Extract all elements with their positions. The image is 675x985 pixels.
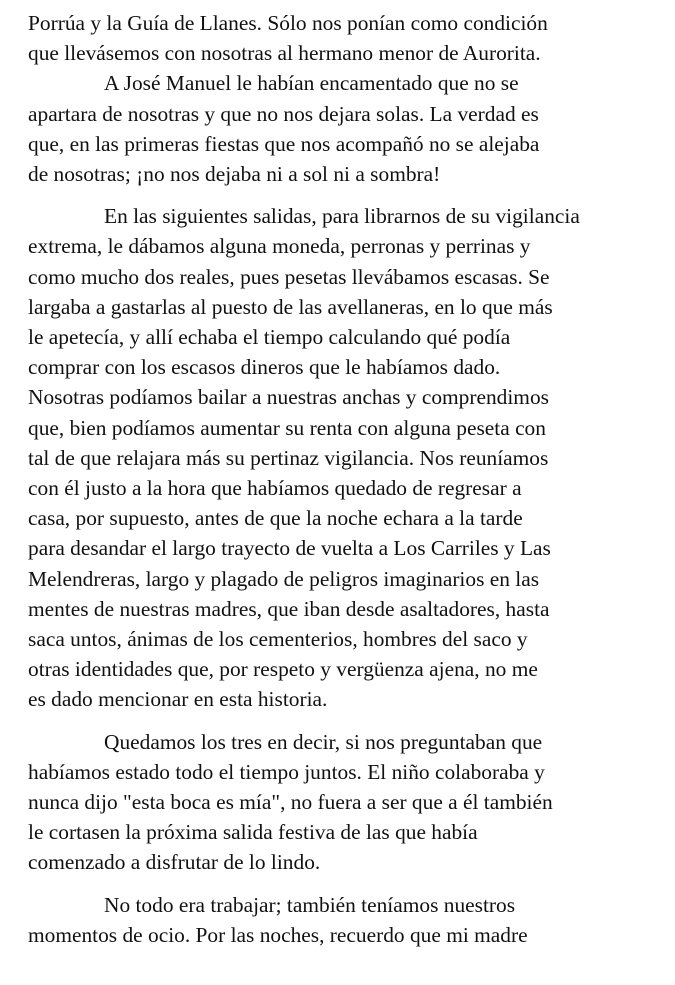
text-line: Nosotras podíamos bailar a nuestras anchas y comprendimos: [28, 385, 549, 410]
text-line: con él justo a la hora que habíamos quedado de regresar a: [28, 476, 522, 501]
text-line: le apetecía, y allí echaba el tiempo calculando qué podía: [28, 325, 511, 350]
paragraph-5: [28, 890, 668, 950]
text-line: otras identidades que, por respeto y vergüenza ajena, no me: [28, 657, 538, 682]
paragraph-3: [28, 201, 668, 714]
text-line: que, en las primeras fiestas que nos acompañó no se alejaba: [28, 131, 540, 156]
text-line: No todo era trabajar; también teníamos nuestros: [104, 892, 516, 917]
text-line: que, bien podíamos aumentar su renta con alguna peseta con: [28, 415, 546, 440]
paragraph-4: [28, 727, 668, 878]
text-line: le cortasen la próxima salida festiva de las que había: [28, 820, 478, 845]
text-line: apartara de nosotras y que no nos dejara solas. La verdad es: [28, 101, 539, 126]
text-line: de nosotras; ¡no nos dejaba ni a sol ni a sombra!: [28, 162, 441, 187]
document-page: [28, 8, 668, 950]
text-line: Porrúa y la Guía de Llanes. Sólo nos ponían como condición: [28, 11, 548, 35]
text-line: nunca dijo "esta boca es mía", no fuera a ser que a él también: [28, 790, 553, 815]
text-line: mentes de nuestras madres, que iban desde asaltadores, hasta: [28, 596, 550, 621]
text-line: En las siguientes salidas, para librarnos de su vigilancia: [104, 204, 580, 229]
text-line: es dado mencionar en esta historia.: [28, 687, 328, 712]
text-line: largaba a gastarlas al puesto de las avellaneras, en lo que más: [28, 294, 553, 319]
text-line: habíamos estado todo el tiempo juntos. El niño colaboraba y: [28, 759, 545, 784]
text-line: momentos de ocio. Por las noches, recuerdo que mi madre: [28, 922, 528, 947]
text-line: que llevásemos con nosotras al hermano menor de Aurorita.: [28, 41, 541, 66]
text-line: Quedamos los tres en decir, si nos preguntaban que: [104, 729, 543, 754]
text-line: casa, por supuesto, antes de que la noche echara a la tarde: [28, 506, 523, 531]
text-line: comprar con los escasos dineros que le habíamos dado.: [28, 355, 501, 380]
text-line: para desandar el largo trayecto de vuelta a Los Carriles y Las: [28, 536, 551, 561]
text-line: A José Manuel le habían encamentado que no se: [104, 71, 519, 96]
text-line: saca untos, ánimas de los cementerios, hombres del saco y: [28, 627, 528, 652]
text-line: tal de que relajara más su pertinaz vigilancia. Nos reuníamos: [28, 445, 549, 470]
paragraph-1: [28, 8, 668, 68]
text-line: extrema, le dábamos alguna moneda, perronas y perrinas y: [28, 234, 531, 259]
paragraph-2: [28, 68, 668, 189]
text-line: como mucho dos reales, pues pesetas llevábamos escasas. Se: [28, 264, 550, 289]
text-line: Melendreras, largo y plagado de peligros imaginarios en las: [28, 566, 540, 591]
text-line: comenzado a disfrutar de lo lindo.: [28, 850, 321, 875]
